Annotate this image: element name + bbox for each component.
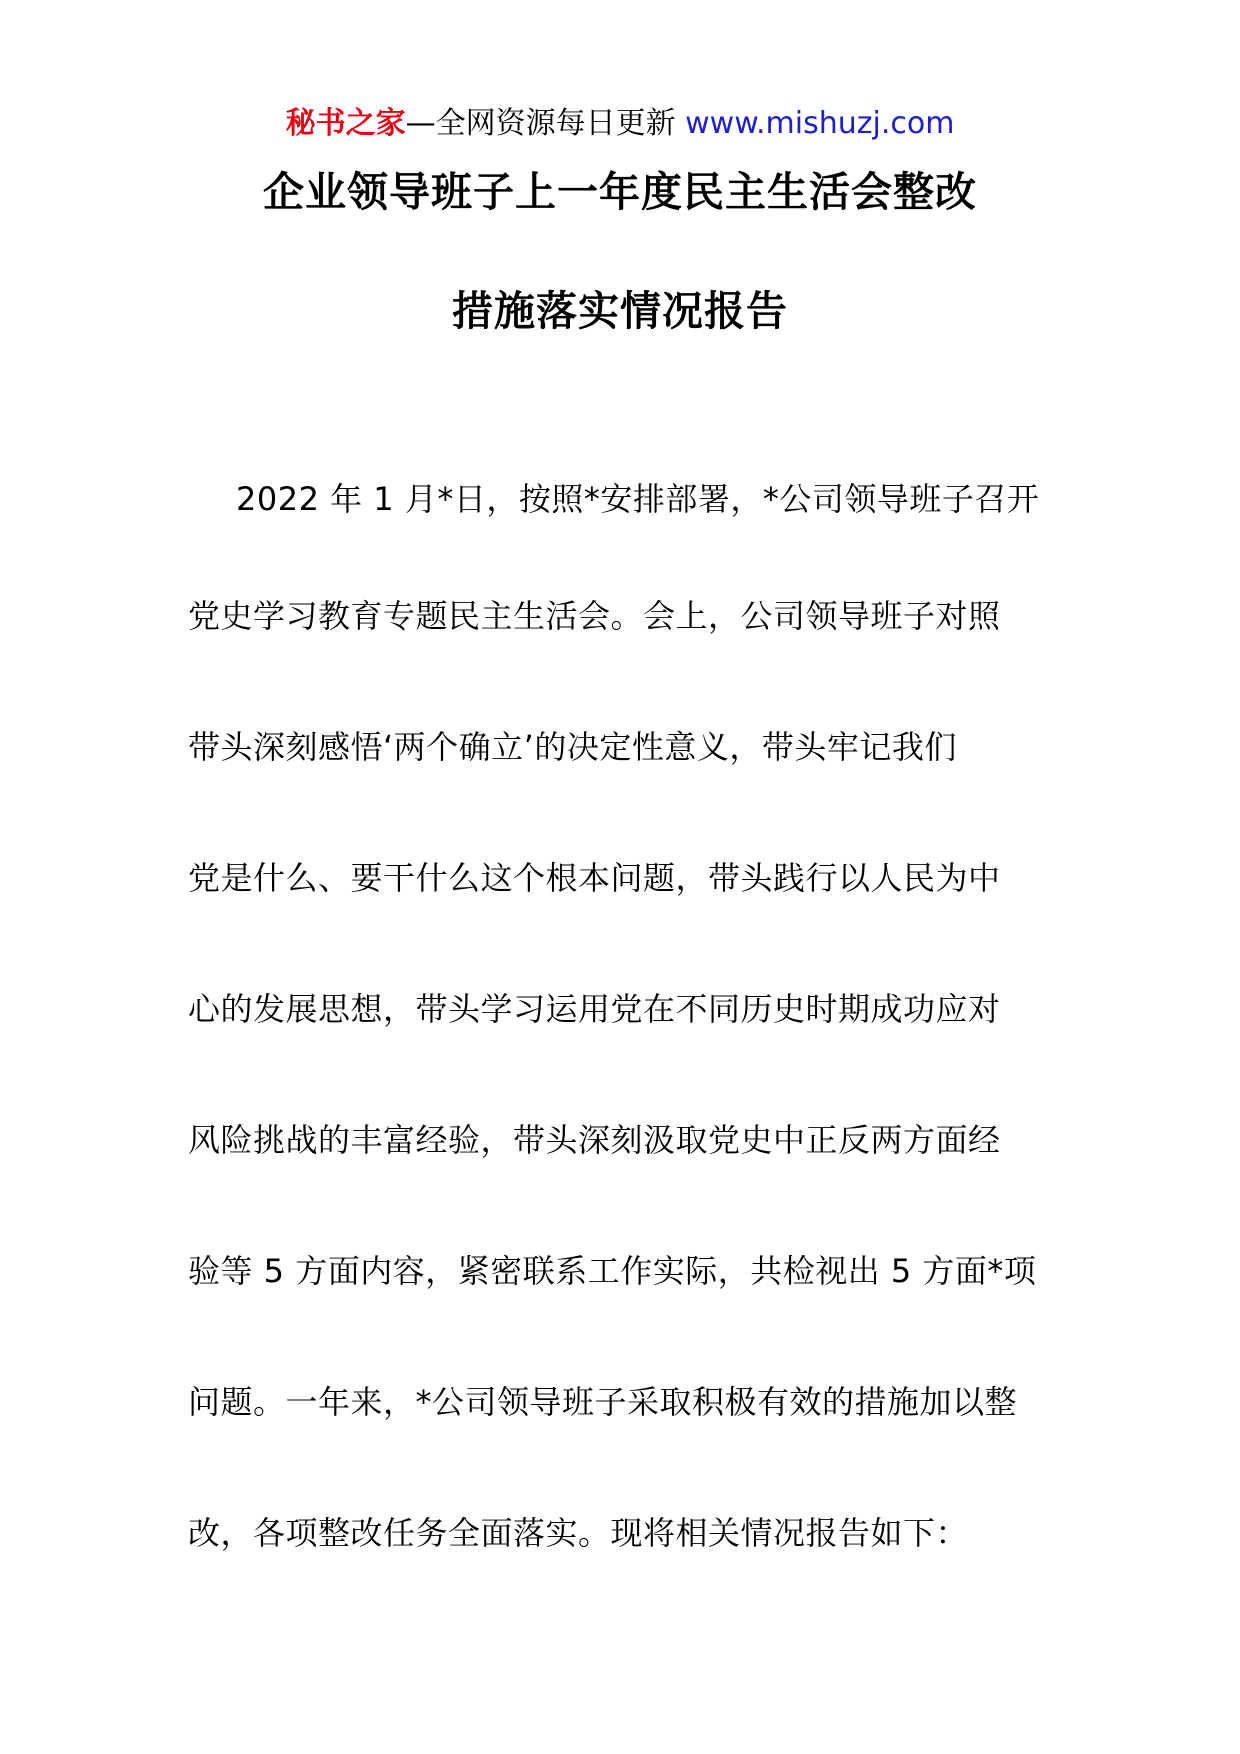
paragraph-line: 带头深刻感悟‘两个确立’的决定性意义，带头牢记我们 <box>188 728 957 766</box>
brand-name: 秘书之家 <box>285 106 406 141</box>
paragraph-line: 党是什么、要干什么这个根本问题，带头践行以人民为中 <box>188 859 1001 897</box>
paragraph-line: 验等 5 方面内容，紧密联系工作实际，共检视出 5 方面*项 <box>188 1252 1037 1290</box>
paragraph-line: 问题。一年来，*公司领导班子采取积极有效的措施加以整 <box>188 1383 1018 1421</box>
document-title-line-1: 企业领导班子上一年度民主生活会整改 <box>263 168 977 216</box>
paragraph-line: 2022 年 1 月*日，按照*安排部署，*公司领导班子召开 <box>236 480 1040 518</box>
site-url[interactable]: www.mishuzj.com <box>685 106 955 141</box>
paragraph-line: 风险挑战的丰富经验，带头深刻汲取党史中正反两方面经 <box>188 1121 1001 1159</box>
paragraph-line: 改，各项整改任务全面落实。现将相关情况报告如下： <box>188 1514 969 1552</box>
paragraph-line: 党史学习教育专题民主生活会。会上，公司领导班子对照 <box>188 597 1001 635</box>
document-title-line-2: 措施落实情况报告 <box>452 287 788 335</box>
paragraph-line: 心的发展思想，带头学习运用党在不同历史时期成功应对 <box>188 990 1001 1028</box>
header-tagline: —全网资源每日更新 <box>405 106 686 141</box>
site-header <box>0 100 1240 148</box>
